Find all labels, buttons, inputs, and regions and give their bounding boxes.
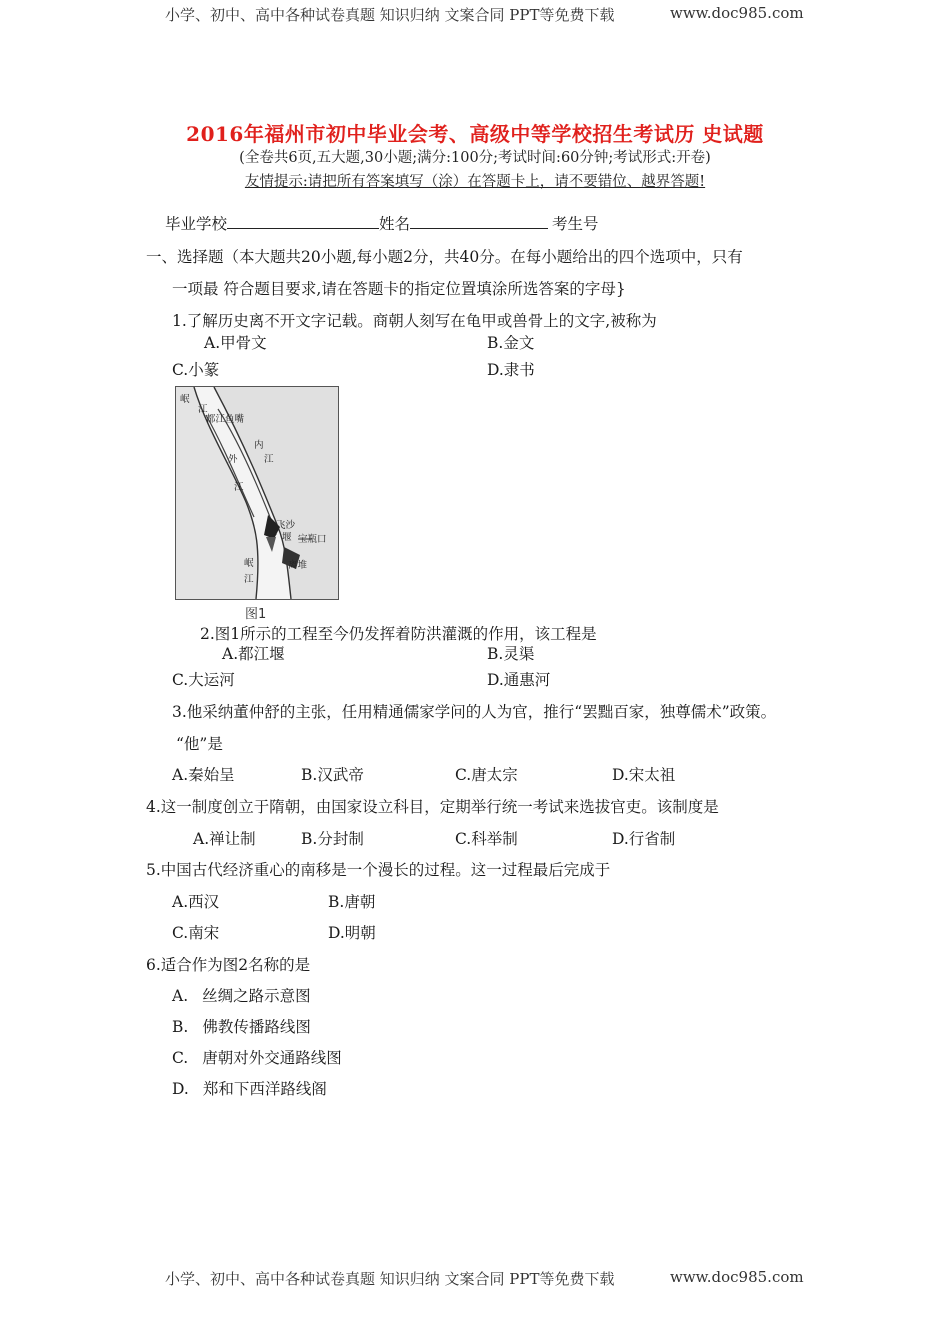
q1-option-d[interactable]: D.隶书 [487, 361, 535, 379]
q4-option-d[interactable]: D.行省制 [612, 830, 676, 848]
q2-option-c[interactable]: C.大运河 [172, 671, 235, 689]
q6-c-letter: C. [172, 1049, 189, 1067]
q1-option-c[interactable]: C.小篆 [172, 361, 220, 379]
label-jiang-top: 江 [198, 404, 208, 415]
q3-stem: 3.他采纳董仲舒的主张，任用精通儒家学问的人为官，推行“罢黜百家，独尊儒术”政策。 [172, 703, 777, 721]
footer-text: 小学、初中、高中各种试卷真题 知识归纳 文案合同 PPT等免费下载 [165, 1270, 615, 1288]
label-dujiangyu: 都江鱼嘴 [206, 414, 245, 425]
q2-option-d[interactable]: D.通惠河 [487, 671, 551, 689]
q3-option-d[interactable]: D.宋太祖 [612, 766, 676, 784]
footer-url[interactable]: www.doc985.com [670, 1268, 804, 1286]
q1-stem: 1.了解历史离不开文字记载。商朝人刻写在龟甲或兽骨上的文字,被称为 [172, 312, 657, 330]
q1-option-a[interactable]: A.甲骨文 [204, 334, 267, 352]
label-minjiang-top: 岷 [180, 394, 190, 405]
q5-option-a[interactable]: A.西汉 [172, 893, 220, 911]
q6-option-c[interactable] [172, 1046, 342, 1068]
q4-option-c[interactable]: C.科举制 [455, 830, 518, 848]
q3-stem2: “他”是 [176, 735, 223, 753]
label-minjiang-bottom: 岷 [244, 558, 254, 569]
q6-b-letter: B. [172, 1018, 189, 1036]
q6-c-text: 唐朝对外交通路线图 [202, 1049, 342, 1067]
label-nei-jiang: 江 [264, 454, 274, 465]
q1-option-b[interactable]: B.金文 [487, 334, 535, 352]
q2-option-b[interactable]: B.灵渠 [487, 645, 535, 663]
q6-a-letter: A. [172, 987, 189, 1005]
label-nei: 内 [254, 440, 264, 451]
q4-option-b[interactable]: B.分封制 [301, 830, 364, 848]
name-label: 姓名 [379, 215, 411, 233]
label-wai: 外 [228, 454, 238, 465]
label-jiang-bottom: 江 [244, 574, 254, 585]
q6-option-a[interactable] [172, 984, 311, 1006]
figure1-caption: 图1 [245, 607, 267, 622]
label-yan: 堰 [282, 532, 292, 543]
header-url[interactable]: www.doc985.com [670, 4, 804, 22]
q4-stem: 4.这一制度创立于隋朝，由国家设立科目，定期举行统一考试来选拔官吏。该制度是 [146, 798, 719, 816]
q3-option-a[interactable]: A.秦始呈 [172, 766, 235, 784]
river-map-icon [176, 387, 338, 599]
figure1-map [175, 386, 339, 600]
q3-option-b[interactable]: B.汉武帝 [301, 766, 364, 784]
label-feisha: 飞沙 [276, 520, 296, 531]
q2-stem: 2.图1所示的工程至今仍发挥着防洪灌溉的作用，该工程是 [200, 625, 597, 643]
q6-a-text: 丝绸之路示意图 [202, 987, 311, 1005]
section1-line1: 一、选择题（本大题共20小题,每小题2分，共40分。在每小题给出的四个选项中，只有 [146, 248, 743, 266]
q6-option-d[interactable] [172, 1077, 327, 1099]
name-field[interactable] [410, 214, 548, 229]
q3-option-c[interactable]: C.唐太宗 [455, 766, 518, 784]
label-baoping: 宝瓶口 [298, 534, 327, 545]
q5-option-b[interactable]: B.唐朝 [328, 893, 376, 911]
school-field[interactable] [227, 214, 379, 229]
label-wai-jiang: 江 [234, 482, 244, 493]
q2-option-a[interactable]: A.都江堰 [222, 645, 285, 663]
section1-line2: 一项最 符合题目要求,请在答题卡的指定位置填涂所选答案的字母} [172, 280, 626, 298]
q6-option-b[interactable] [172, 1015, 311, 1037]
id-label: 考生号 [552, 215, 599, 233]
exam-title: 2016年福州市初中毕业会考、高级中等学校招生考试历 史试题 [186, 122, 764, 146]
label-lidui: 离堆 [288, 560, 308, 571]
header-text: 小学、初中、高中各种试卷真题 知识归纳 文案合同 PPT等免费下载 [165, 6, 615, 24]
exam-tip: 友情提示:请把所有答案填写（涂）在答题卡上，请不要错位、越界答题! [244, 174, 706, 190]
q5-option-d[interactable]: D.明朝 [328, 924, 376, 942]
student-info-line [165, 212, 599, 234]
q6-stem: 6.适合作为图2名称的是 [146, 956, 311, 974]
q5-option-c[interactable]: C.南宋 [172, 924, 220, 942]
q6-b-text: 佛教传播路线图 [202, 1018, 311, 1036]
q6-d-letter: D. [172, 1080, 189, 1098]
school-label: 毕业学校 [165, 215, 228, 233]
q6-d-text: 郑和下西洋路线阁 [202, 1080, 327, 1098]
q4-option-a[interactable]: A.禅让制 [193, 830, 256, 848]
exam-subtitle: (全卷共6页,五大题,30小题;满分:100分;考试时间:60分钟;考试形式:开卷) [239, 150, 711, 166]
q5-stem: 5.中国古代经济重心的南移是一个漫长的过程。这一过程最后完成于 [146, 861, 611, 879]
